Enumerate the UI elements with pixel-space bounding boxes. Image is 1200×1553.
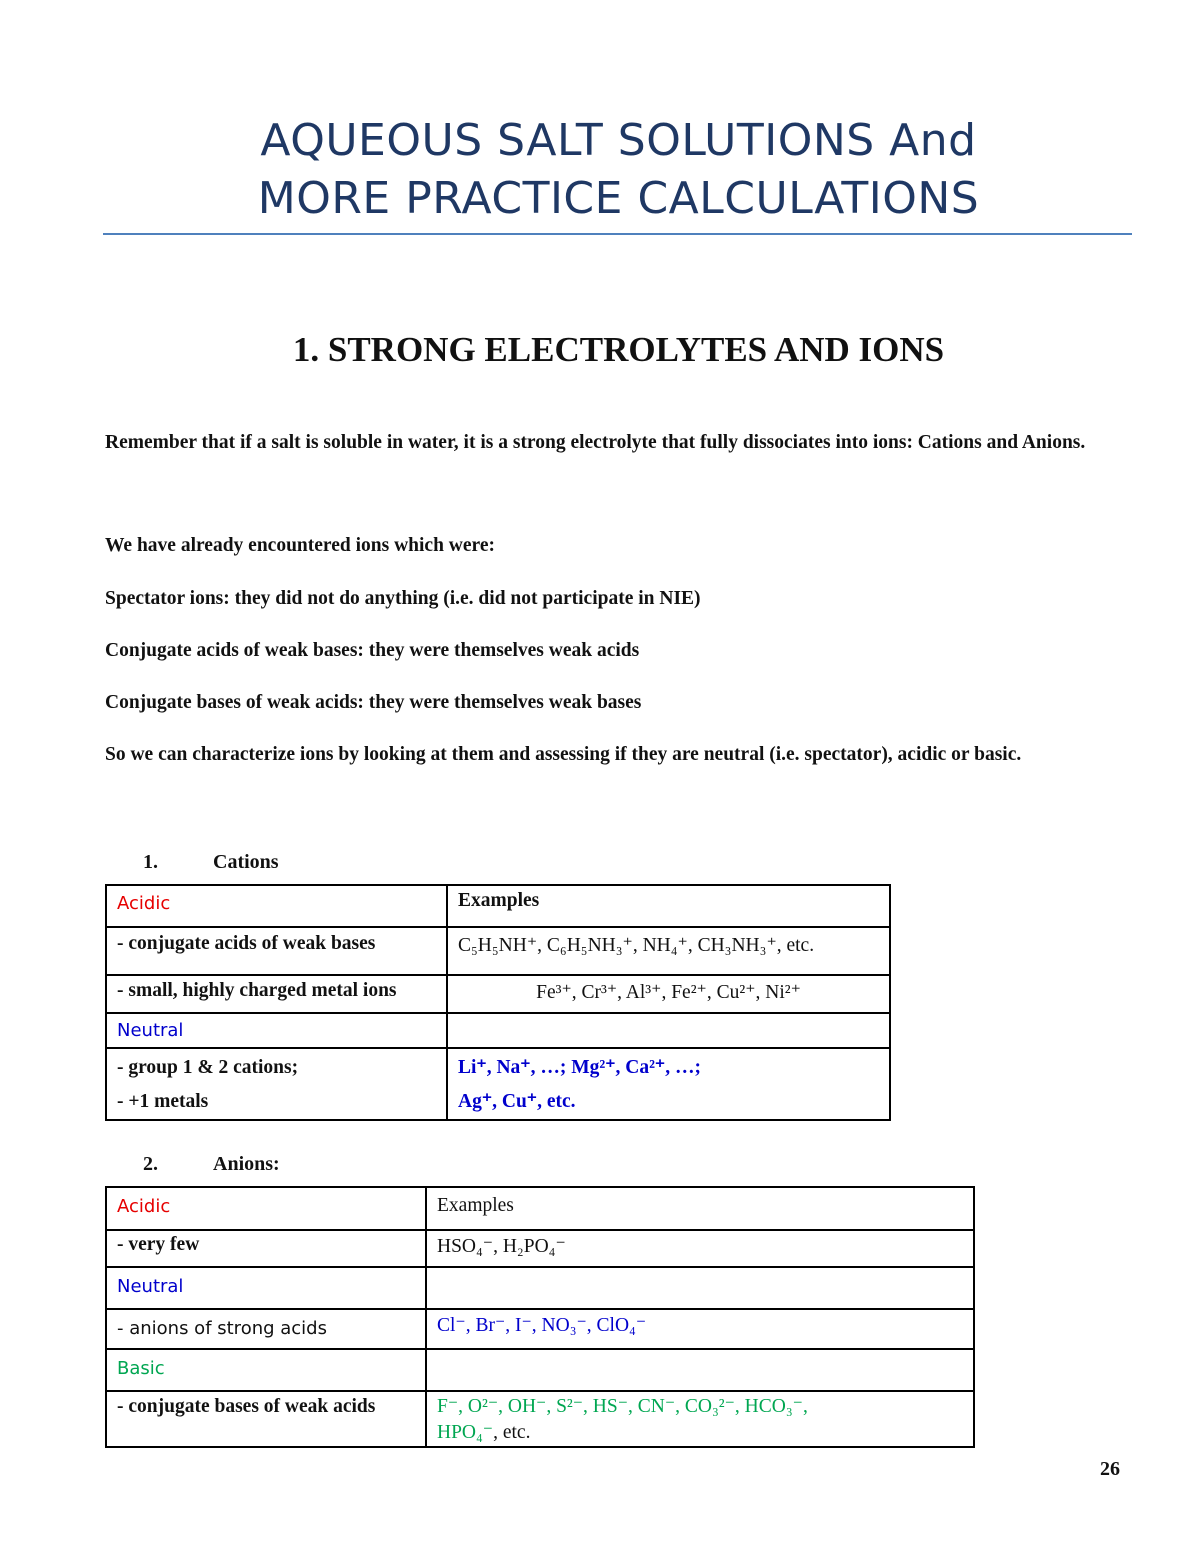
anions-neutral-label: Neutral (106, 1267, 426, 1309)
title-line-1: AQUEOUS SALT SOLUTIONS And (260, 115, 977, 166)
table-row (106, 1391, 974, 1447)
anions-table (105, 1186, 975, 1448)
page-number: 26 (1100, 1458, 1120, 1480)
anions-basic-empty (426, 1349, 974, 1391)
cations-title: Cations (213, 851, 279, 873)
anions-row3-examples-b: HPO₄⁻ (437, 1422, 494, 1443)
document-title (105, 112, 1132, 228)
anions-basic-label: Basic (106, 1349, 426, 1391)
cations-row3-label-a: - group 1 & 2 cations; (117, 1057, 299, 1078)
anions-row2-label: - anions of strong acids (106, 1309, 426, 1349)
intro-paragraph: Remember that if a salt is soluble in water, it is a strong electrolyte that fully dissociates into ions: Cations and Anions. (105, 432, 1086, 453)
table-row (106, 1013, 890, 1048)
anions-row3-label: - conjugate bases of weak acids (106, 1391, 426, 1447)
title-line-2: MORE PRACTICE CALCULATIONS (257, 173, 980, 224)
anions-row3-examples-a: F⁻, O²⁻, OH⁻, S²⁻, HS⁻, CN⁻, CO₃²⁻, HCO₃⁻, (437, 1396, 808, 1417)
table-row (106, 975, 890, 1013)
cations-examples-header: Examples (447, 885, 890, 927)
table-row (106, 1349, 974, 1391)
cations-row3-label-b: - +1 metals (117, 1091, 209, 1112)
characterize-paragraph: So we can characterize ions by looking at them and assessing if they are neutral (i.e. spectator), acidic or basic. (105, 744, 1022, 765)
anions-row3-examples (426, 1391, 974, 1447)
anions-row1-examples: HSO₄⁻, H₂PO₄⁻ (426, 1230, 974, 1267)
anions-row2-examples: Cl⁻, Br⁻, I⁻, NO₃⁻, ClO₄⁻ (426, 1309, 974, 1349)
table-row (106, 885, 890, 927)
conjugate-acids-paragraph: Conjugate acids of weak bases: they were themselves weak acids (105, 640, 640, 661)
cations-table (105, 884, 891, 1121)
cations-row1-examples: C₅H₅NH⁺, C₆H₅NH₃⁺, NH₄⁺, CH₃NH₃⁺, etc. (447, 927, 890, 975)
table-row (106, 1230, 974, 1267)
anions-examples-header: Examples (426, 1187, 974, 1230)
table-row (106, 1309, 974, 1349)
section-heading: 1. STRONG ELECTROLYTES AND IONS (292, 330, 945, 369)
cations-row3-examples-b: Ag⁺, Cu⁺, etc. (458, 1091, 576, 1112)
cations-row3-label (106, 1048, 447, 1120)
table-row (106, 1267, 974, 1309)
anions-row3-examples-c: , etc. (493, 1422, 531, 1443)
anions-neutral-empty (426, 1267, 974, 1309)
anions-heading (143, 1153, 280, 1176)
cations-row3-examples (447, 1048, 890, 1120)
conjugate-bases-paragraph: Conjugate bases of weak acids: they were themselves weak bases (105, 692, 642, 713)
cations-neutral-empty (447, 1013, 890, 1048)
table-row (106, 1187, 974, 1230)
cations-row2-label: - small, highly charged metal ions (106, 975, 447, 1013)
cations-number: 1. (143, 851, 158, 873)
cations-acidic-label: Acidic (106, 885, 447, 927)
table-row (106, 1048, 890, 1120)
cations-row1-label: - conjugate acids of weak bases (106, 927, 447, 975)
cations-heading (143, 851, 279, 874)
title-divider (103, 233, 1132, 235)
spectator-ions-paragraph: Spectator ions: they did not do anything (i.e. did not participate in NIE) (105, 588, 701, 609)
anions-title: Anions: (213, 1153, 280, 1175)
cations-row3-examples-a: Li⁺, Na⁺, …; Mg²⁺, Ca²⁺, …; (458, 1057, 701, 1078)
anions-acidic-label: Acidic (106, 1187, 426, 1230)
table-row (106, 927, 890, 975)
anions-number: 2. (143, 1153, 158, 1175)
cations-neutral-label: Neutral (106, 1013, 447, 1048)
encountered-ions-paragraph: We have already encountered ions which were: (105, 535, 495, 556)
cations-row2-examples: Fe³⁺, Cr³⁺, Al³⁺, Fe²⁺, Cu²⁺, Ni²⁺ (447, 975, 890, 1013)
anions-row1-label: - very few (106, 1230, 426, 1267)
